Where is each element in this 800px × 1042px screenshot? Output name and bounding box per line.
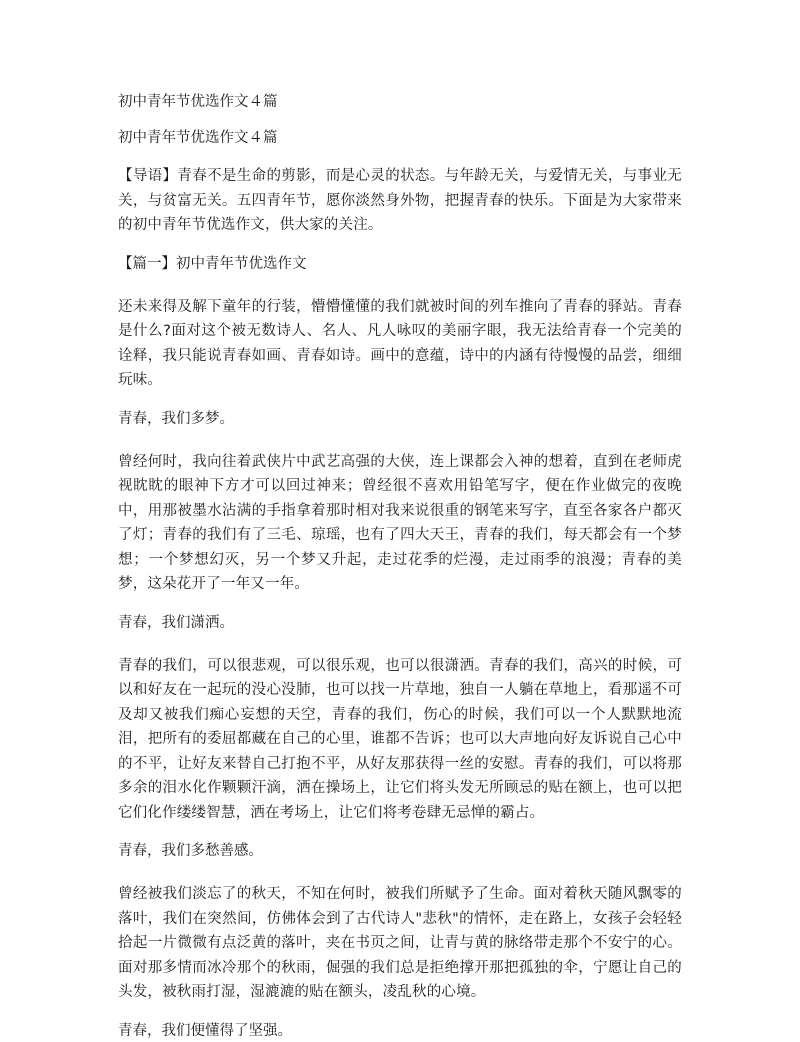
intro-paragraph: 【导语】青春不是生命的剪影，而是心灵的状态。与年龄无关，与爱情无关，与事业无关，与贫富无关。五四青年节，愿你淡然身外物，把握青春的快乐。下面是为大家带来的初中青年节优选作文，供大家的关注。	[118, 168, 682, 233]
document-subtitle: 初中青年节优选作文４篇	[118, 130, 278, 146]
paragraph-1: 还未来得及解下童年的行装，懵懵懂懂的我们就被时间的列车推向了青春的驿站。青春是什么?面对这个被无数诗人、名人、凡人咏叹的美丽字眼，我无法给青春一个完美的诠释，我只能说青春如画、青春如诗。画中的意蕴，诗中的内涵有待慢慢的品尝，细细玩味。	[118, 298, 682, 388]
paragraph-4: 曾经被我们淡忘了的秋天，不知在何时，被我们所赋予了生命。面对着秋天随风飘零的落叶，我们在突然间，仿佛体会到了古代诗人"悲秋"的情怀，走在路上，女孩子会轻轻拾起一片微微有点泛黄的落叶，夹在书页之间，让青与黄的脉络带走那个不安宁的心。面对那多情而冰冷那个的秋雨，倔强的我们总是拒绝撑开那把孤独的伞，宁愿让自己的头发，被秋雨打湿，湿漉漉的贴在额头，凌乱秋的心境。	[118, 886, 682, 1000]
document-title: 初中青年节优选作文４篇	[118, 94, 278, 110]
section-heading: 【篇一】初中青年节优选作文	[118, 255, 307, 272]
subheading-sentimental: 青春，我们多愁善感。	[118, 843, 263, 859]
subheading-strong: 青春，我们便懂得了坚强。	[118, 1022, 292, 1039]
paragraph-2: 曾经何时，我向往着武侠片中武艺高强的大侠，连上课都会入神的想着，直到在老师虎视眈眈的眼神下方才可以回过神来；曾经很不喜欢用铅笔写字，便在作业做完的夜晚中，用那被墨水沾满的手指拿着那时相对我来说很重的钢笔来写字，直至各家各户都灭了灯；青春的我们有了三毛、琼瑶，也有了四大天王，青春的我们，每天都会有一个梦想；一个梦想幻灭，另一个梦又升起，走过花季的烂漫，走过雨季的浪漫；青春的美梦，这朵花开了一年又一年。	[118, 453, 682, 592]
subheading-carefree: 青春，我们潇洒。	[118, 614, 234, 631]
subheading-dreams: 青春，我们多梦。	[118, 410, 234, 427]
paragraph-3: 青春的我们，可以很悲观，可以很乐观，也可以很潇洒。青春的我们，高兴的时候，可以和好友在一起玩的没心没肺，也可以找一片草地，独自一人躺在草地上，看那遥不可及却又被我们痴心妄想的天空，青春的我们，伤心的时候，我们可以一个人默默地流泪，把所有的委屈都藏在自己的心里，谁都不告诉；也可以大声地向好友诉说自己心中的不平，让好友来替自己打抱不平，从好友那获得一丝的安慰。青春的我们，可以将那多余的泪水化作颗颗汗滴，洒在操场上，让它们将头发无所顾忌的贴在额上，也可以把它们化作缕缕智慧，洒在考场上，让它们将考卷肆无忌惮的霸占。	[118, 657, 682, 821]
